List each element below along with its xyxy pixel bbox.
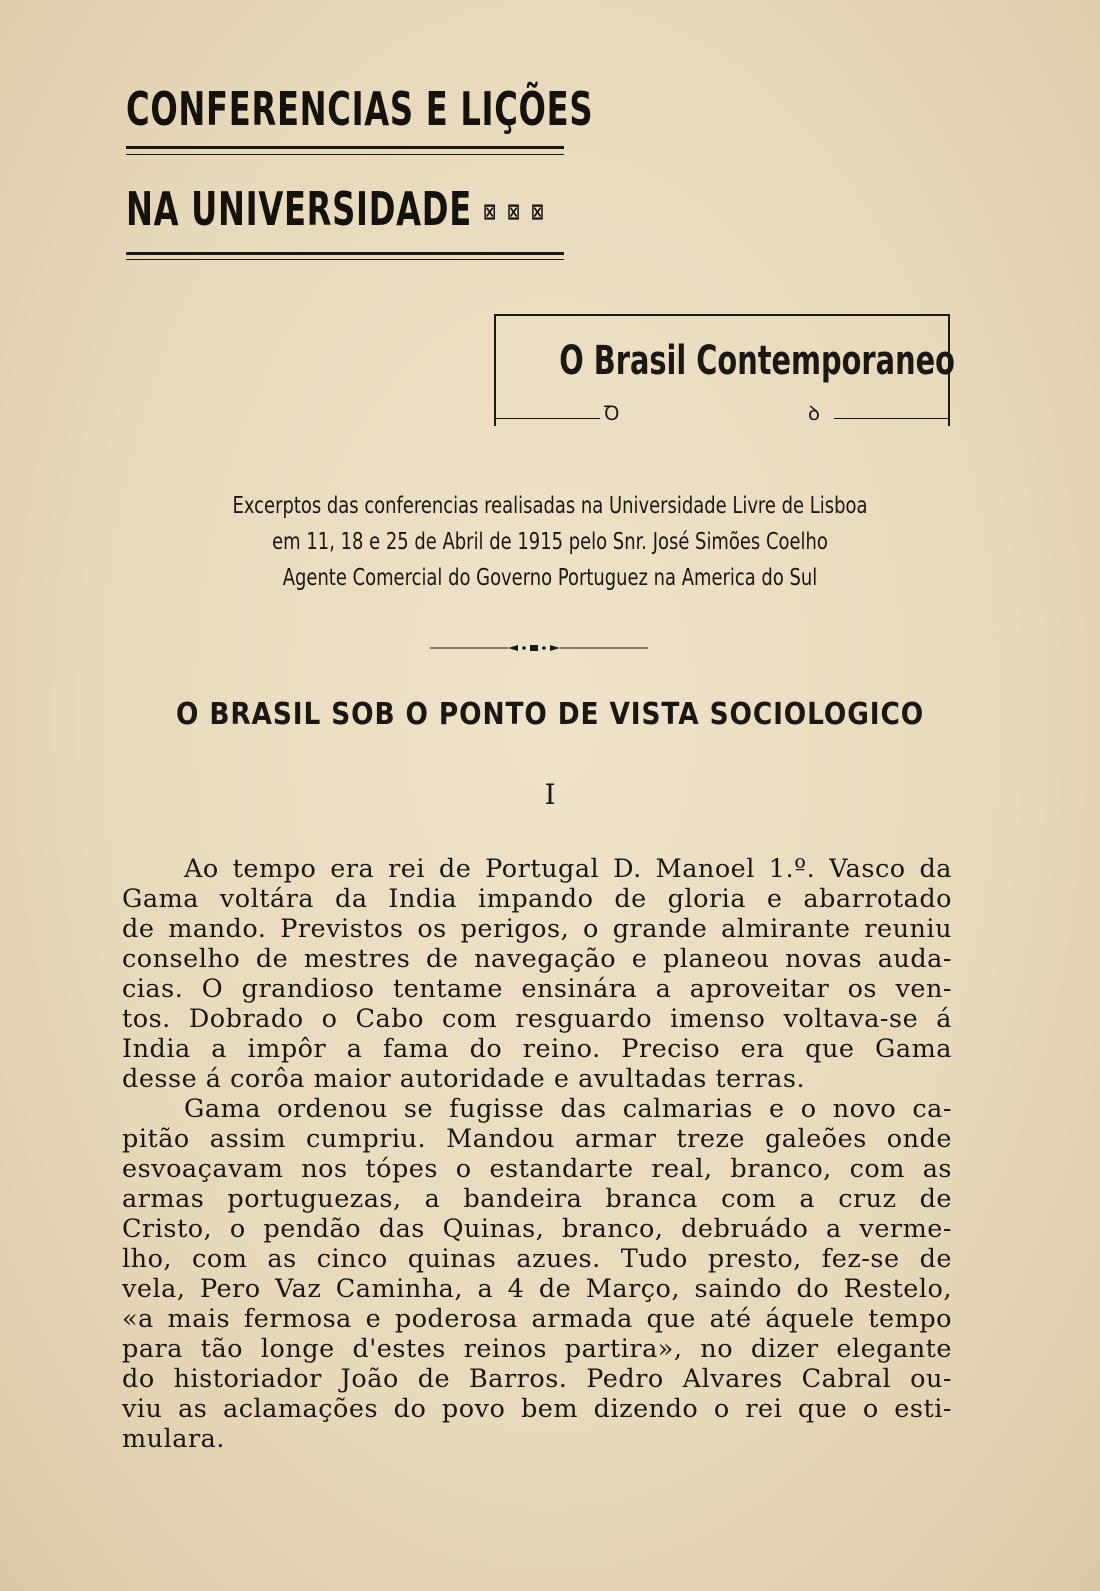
- body-line: lho, com as cinco quinas azues. Tudo presto, fez-se de: [122, 1244, 952, 1274]
- body-line: Gama ordenou se fugisse das calmarias e o novo ca-: [184, 1094, 952, 1124]
- header-rule-thin-1: [126, 154, 564, 155]
- body-line: Cristo, o pendão das Quinas, branco, debruádo a verme-: [122, 1214, 952, 1244]
- excerpt-line: em 11, 18 e 25 de Abril de 1915 pelo Snr. José Simões Coelho: [272, 529, 828, 555]
- body-text: [122, 854, 952, 1454]
- excerpt-line: Excerptos das conferencias realisadas na Universidade Livre de Lisboa: [232, 493, 868, 519]
- header-rule-thin-2: [126, 259, 564, 260]
- box-title: O Brasil Contemporaneo: [559, 338, 955, 384]
- divider-ornament-icon: [430, 643, 648, 653]
- body-line: armas portuguezas, a bandeira branca com a cruz de: [122, 1184, 952, 1214]
- ornament-icons: ⊠ ⊠ ⊠: [483, 199, 547, 225]
- flourish-right-icon: ꝺ: [808, 401, 820, 425]
- section-title: O BRASIL SOB O PONTO DE VISTA SOCIOLOGICO: [175, 697, 925, 732]
- body-line: tos. Dobrado o Cabo com resguardo imenso voltava-se á: [122, 1004, 952, 1034]
- body-line: esvoaçavam nos tópes o estandarte real, branco, com as: [122, 1154, 952, 1184]
- body-line: viu as aclamações do povo bem dizendo o rei que o esti-: [122, 1394, 952, 1424]
- body-line: «a mais fermosa e poderosa armada que até áquele tempo: [122, 1304, 952, 1334]
- flourish-left-icon: Ꝺ: [604, 401, 620, 425]
- body-line: pitão assim cumpriu. Mandou armar treze galeões onde: [122, 1124, 952, 1154]
- body-line: vela, Pero Vaz Caminha, a 4 de Março, saindo do Restelo,: [122, 1274, 952, 1304]
- body-line: do historiador João de Barros. Pedro Alvares Cabral ou-: [122, 1364, 952, 1394]
- header-title-line2: [126, 182, 547, 240]
- body-line: Gama voltára da India impando de gloria e abarrotado: [122, 884, 952, 914]
- body-line: conselho de mestres de navegação e planeou novas auda-: [122, 944, 952, 974]
- header-rule-thick-1: [126, 146, 564, 149]
- section-numeral: I: [544, 778, 556, 811]
- excerpt-line: Agente Comercial do Governo Portuguez na America do Sul: [282, 565, 818, 591]
- header-rule-thick-2: [126, 252, 564, 255]
- header-title-line2-text: NA UNIVERSIDADE: [126, 182, 472, 236]
- body-line: India a impôr a fama do reino. Preciso era que Gama: [122, 1034, 952, 1064]
- body-line: desse á corôa maior autoridade e avultadas terras.: [122, 1064, 806, 1094]
- box-footer-line-right: [834, 418, 948, 419]
- body-line: cias. O grandioso tentame ensinára a aproveitar os ven-: [122, 974, 952, 1004]
- body-line: mulara.: [122, 1424, 225, 1454]
- box-footer-ornament: [496, 401, 948, 426]
- excerpt-block: [120, 488, 980, 596]
- title-box: [494, 314, 955, 426]
- body-line: Ao tempo era rei de Portugal D. Manoel 1.º. Vasco da: [184, 854, 952, 884]
- body-line: para tão longe d'estes reinos partira», no dizer elegante: [122, 1334, 952, 1364]
- body-line: de mando. Previstos os perigos, o grande almirante reuniu: [122, 914, 952, 944]
- header-title-line1: CONFERENCIAS E LIÇÕES: [126, 82, 594, 136]
- box-footer-line-left: [496, 418, 600, 419]
